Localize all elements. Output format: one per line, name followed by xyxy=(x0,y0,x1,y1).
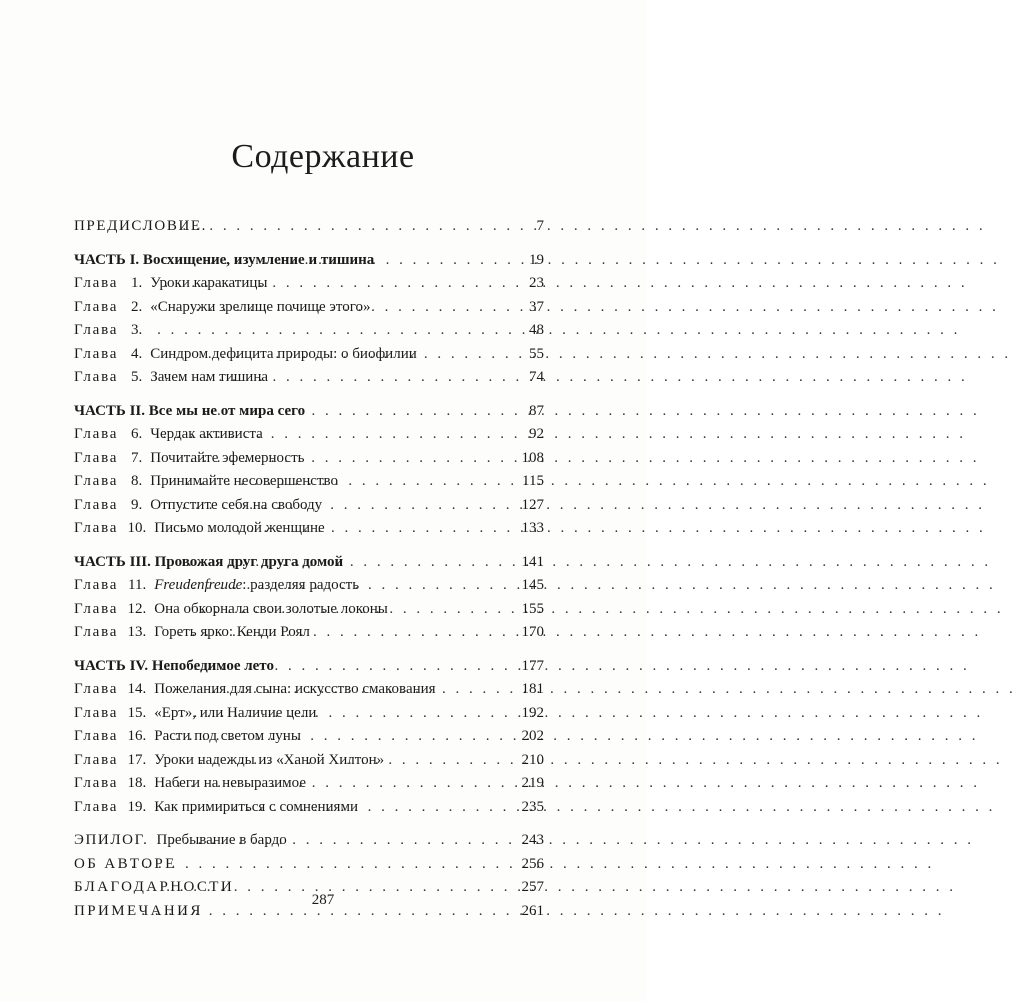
toc-entry-about-author[interactable] xyxy=(74,853,544,877)
chapter-prefix: Глава xyxy=(74,577,119,593)
chapter-number: 2. xyxy=(130,298,143,315)
entry-page-number: 108 xyxy=(521,449,544,466)
chapter-number: 11. xyxy=(128,577,147,593)
chapter-prefix: Глава xyxy=(74,681,119,697)
chapter-number: 8. xyxy=(130,473,143,489)
entry-page-number: 55 xyxy=(529,345,544,362)
chapter-title: Расти под светом луны xyxy=(154,728,301,744)
toc-chapter-14[interactable] xyxy=(74,678,544,702)
toc-chapter-12[interactable] xyxy=(74,598,544,622)
chapter-number: 19. xyxy=(127,798,147,815)
chapter-prefix: Глава xyxy=(74,426,119,442)
chapter-title: Она обкорнала свои золотые локоны xyxy=(154,600,388,617)
dot-leader xyxy=(165,366,498,390)
chapter-number: 10. xyxy=(127,520,147,536)
entry-page-number: 127 xyxy=(521,496,544,513)
dot-leader xyxy=(157,319,498,343)
entry-page-number: 155 xyxy=(521,600,544,617)
toc-chapter-19[interactable] xyxy=(74,796,544,820)
chapter-prefix: Глава xyxy=(74,345,119,362)
part-title: ЧАСТЬ IV. Непобедимое лето xyxy=(74,657,274,674)
chapter-number: 1. xyxy=(130,275,143,291)
chapter-number: 3. xyxy=(130,322,143,338)
entry-title: Пребывание в бардо xyxy=(156,832,287,848)
toc-chapter-8[interactable] xyxy=(74,470,544,494)
chapter-title: Принимайте несовершенство xyxy=(150,473,338,489)
chapter-number: 16. xyxy=(127,728,147,744)
dot-leader xyxy=(178,621,498,645)
toc-chapter-9[interactable] xyxy=(74,494,544,518)
dot-leader xyxy=(182,494,498,518)
dot-leader xyxy=(177,772,498,796)
chapter-number: 7. xyxy=(130,449,143,466)
chapter-number: 9. xyxy=(130,496,143,513)
entry-title: БЛАГОДАРНОСТИ xyxy=(74,879,235,895)
dot-leader xyxy=(192,574,498,598)
dot-leader xyxy=(196,296,498,320)
chapter-prefix: Глава xyxy=(74,298,119,315)
toc-chapter-16[interactable] xyxy=(74,725,544,749)
toc-entry-epilogue[interactable] xyxy=(74,829,544,853)
entry-page-number: 235 xyxy=(521,798,544,815)
chapter-number: 6. xyxy=(130,426,143,442)
chapter-title-rest: : разделяя радость xyxy=(242,577,360,593)
dot-leader xyxy=(192,796,498,820)
toc-chapter-4[interactable] xyxy=(74,343,544,367)
entry-page-number: 7 xyxy=(536,218,544,234)
dot-leader xyxy=(180,702,498,726)
toc-chapter-15[interactable] xyxy=(74,702,544,726)
page-title: Содержание xyxy=(231,138,415,175)
toc-chapter-1[interactable] xyxy=(74,272,544,296)
dot-leader xyxy=(213,678,499,702)
entry-page-number: 219 xyxy=(521,775,544,791)
chapter-title-italic: Freudenfreude xyxy=(154,577,243,593)
chapter-number: 18. xyxy=(127,775,147,791)
entry-page-number: 87 xyxy=(529,402,544,419)
dot-leader xyxy=(197,249,498,273)
chapter-prefix: Глава xyxy=(74,728,119,744)
dot-leader xyxy=(182,517,498,541)
dot-leader xyxy=(176,400,498,424)
entry-page-number: 92 xyxy=(529,426,544,442)
chapter-prefix: Глава xyxy=(74,704,119,721)
chapter-title: Синдром дефицита природы: о биофилии xyxy=(150,345,417,362)
entry-page-number: 74 xyxy=(529,369,544,385)
entry-prefix: ЭПИЛОГ. xyxy=(74,832,149,848)
table-of-contents xyxy=(74,215,544,923)
entry-page-number: 181 xyxy=(521,681,544,697)
chapter-prefix: Глава xyxy=(74,473,119,489)
chapter-prefix: Глава xyxy=(74,496,119,513)
dot-leader xyxy=(182,215,498,239)
entry-page-number: 133 xyxy=(521,520,544,536)
chapter-prefix: Глава xyxy=(74,322,119,338)
chapter-prefix: Глава xyxy=(74,751,119,768)
chapter-prefix: Глава xyxy=(74,449,119,466)
entry-page-number: 243 xyxy=(521,832,544,848)
dot-leader xyxy=(164,272,498,296)
entry-page-number: 177 xyxy=(521,657,544,674)
entry-page-number: 261 xyxy=(521,902,544,919)
chapter-title: Гореть ярко: Кенди Роял xyxy=(154,624,310,640)
chapter-title: Уроки надежды из «Ханой Хилтон» xyxy=(154,751,385,768)
chapter-title: Зачем нам тишина xyxy=(150,369,269,385)
entry-page-number: 48 xyxy=(529,322,544,338)
toc-chapter-2[interactable] xyxy=(74,296,544,320)
part-title: ЧАСТЬ II. Все мы не от мира сего xyxy=(74,402,306,419)
chapter-number: 4. xyxy=(130,345,143,362)
chapter-prefix: Глава xyxy=(74,520,119,536)
entry-page-number: 202 xyxy=(521,728,544,744)
chapter-number: 17. xyxy=(127,751,147,768)
toc-chapter-5[interactable] xyxy=(74,366,544,390)
chapter-prefix: Глава xyxy=(74,275,119,291)
chapter-title: Почитайте эфемерность xyxy=(150,449,305,466)
chapter-prefix: Глава xyxy=(74,369,119,385)
toc-chapter-7[interactable] xyxy=(74,447,544,471)
toc-chapter-11[interactable] xyxy=(74,574,544,598)
dot-leader xyxy=(175,725,498,749)
toc-chapter-17[interactable] xyxy=(74,749,544,773)
toc-chapter-13[interactable] xyxy=(74,621,544,645)
entry-title: ОБ АВТОРЕ xyxy=(74,855,177,872)
entry-page-number: 256 xyxy=(521,855,544,872)
entry-page-number: 23 xyxy=(529,275,544,291)
dot-leader xyxy=(176,447,498,471)
chapter-number: 13. xyxy=(127,624,147,640)
chapter-number: 12. xyxy=(127,600,147,617)
entry-page-number: 210 xyxy=(521,751,544,768)
chapter-title: Отпустите себя на свободу xyxy=(150,496,323,513)
toc-entry-preface[interactable] xyxy=(74,215,544,239)
chapter-title: «Ерт», или Наличие цели xyxy=(154,704,317,721)
part-title: ЧАСТЬ III. Провожая друг друга домой xyxy=(74,553,344,570)
entry-page-number: 145 xyxy=(521,577,544,593)
chapter-title: «Снаружи зрелище почище этого» xyxy=(150,298,371,315)
toc-chapter-3[interactable] xyxy=(74,319,544,343)
toc-chapter-10[interactable] xyxy=(74,517,544,541)
chapter-title: Пожелания для сына: искусство смакования xyxy=(154,681,436,697)
chapter-prefix: Глава xyxy=(74,775,119,791)
dot-leader xyxy=(131,853,498,877)
dot-leader xyxy=(188,551,498,575)
chapter-prefix: Глава xyxy=(74,600,119,617)
toc-part-3[interactable] xyxy=(74,551,544,575)
dot-leader xyxy=(199,749,498,773)
chapter-prefix: Глава xyxy=(74,624,119,640)
dot-leader xyxy=(163,423,498,447)
entry-page-number: 257 xyxy=(521,879,544,895)
dot-leader xyxy=(171,829,498,853)
chapter-title: Уроки каракатицы xyxy=(150,275,268,291)
toc-part-1[interactable] xyxy=(74,249,544,273)
toc-chapter-6[interactable] xyxy=(74,423,544,447)
entry-title: ПРИМЕЧАНИЯ xyxy=(74,902,203,919)
dot-leader xyxy=(200,598,498,622)
dot-leader xyxy=(186,470,498,494)
chapter-title: Набеги на невыразимое xyxy=(154,775,306,791)
entry-prefix: ПРЕДИСЛОВИЕ. xyxy=(74,218,207,234)
dot-leader xyxy=(167,655,498,679)
entry-page-number: 170 xyxy=(521,624,544,640)
part-title: ЧАСТЬ I. Восхищение, изумление и тишина xyxy=(74,251,375,268)
chapter-title: Как примириться с сомнениями xyxy=(154,798,358,815)
chapter-number: 5. xyxy=(130,369,143,385)
page-number-footer: 287 xyxy=(311,892,335,908)
chapter-prefix: Глава xyxy=(74,798,119,815)
entry-page-number: 115 xyxy=(522,473,544,489)
chapter-number: 14. xyxy=(127,681,147,697)
entry-page-number: 192 xyxy=(521,704,544,721)
entry-page-number: 19 xyxy=(529,251,544,268)
chapter-number: 15. xyxy=(127,704,147,721)
chapter-title: Чердак активиста xyxy=(150,426,263,442)
entry-page-number: 37 xyxy=(529,298,544,315)
toc-part-2[interactable] xyxy=(74,400,544,424)
toc-chapter-18[interactable] xyxy=(74,772,544,796)
entry-page-number: 141 xyxy=(521,553,544,570)
chapter-title: Письмо молодой женщине xyxy=(154,520,325,536)
toc-part-4[interactable] xyxy=(74,655,544,679)
dot-leader xyxy=(208,343,498,367)
